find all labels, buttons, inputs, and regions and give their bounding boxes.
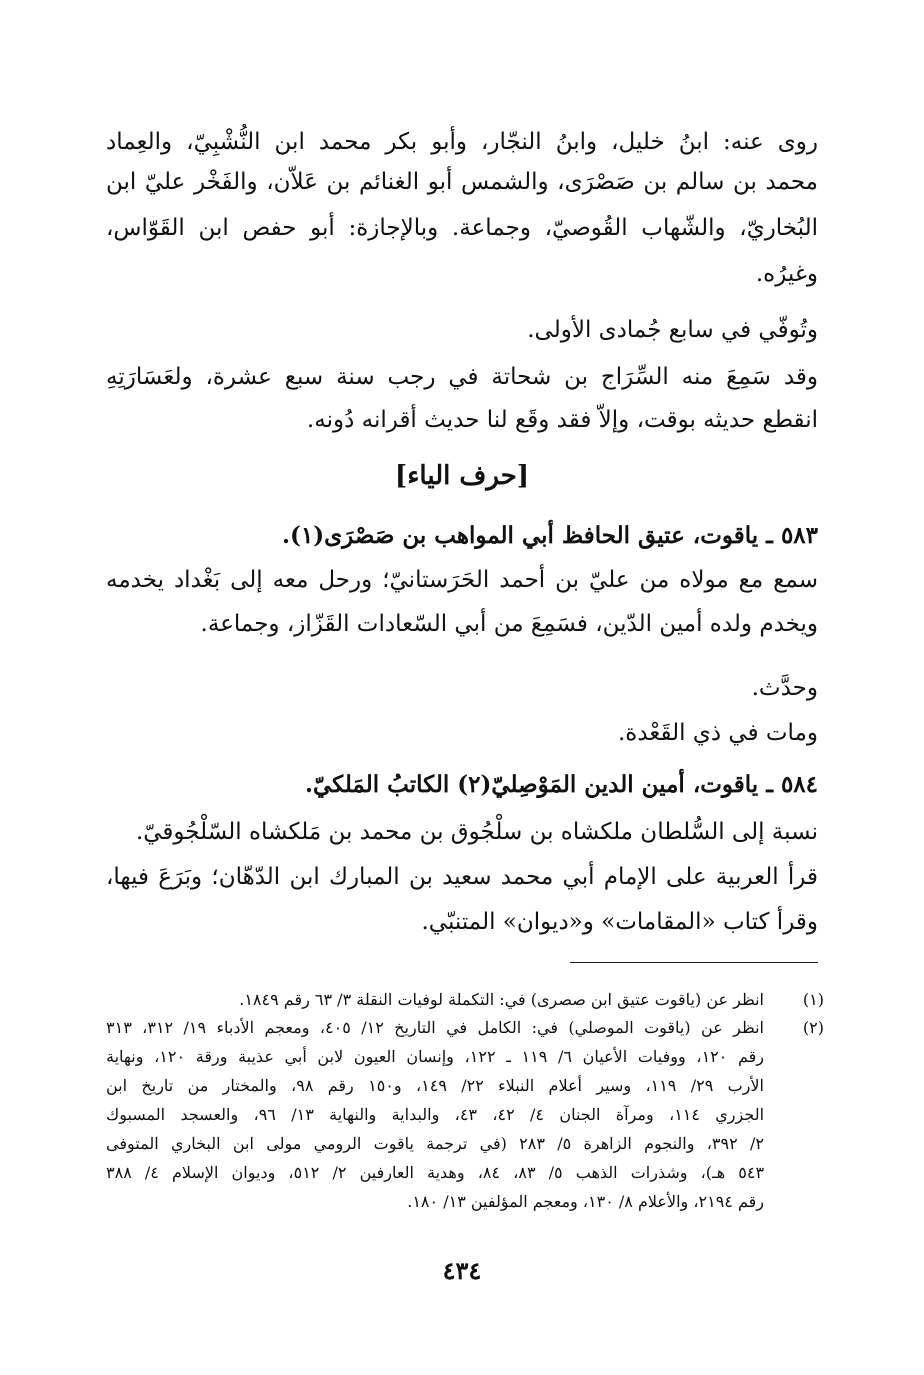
page-number: ٤٣٤ bbox=[442, 1256, 482, 1285]
body-line-1: روى عنه: ابنُ خليل، وابنُ النجّار، وأبو بكر محمد ابن النُّشْبِيّ، والعِماد bbox=[106, 129, 818, 155]
body-line-6: وقد سَمِعَ منه السِّرَاج بن شحاتة في رجب سنة سبع عشرة، ولعَسَارَتِهِ bbox=[106, 364, 818, 390]
body-line-3: البُخاريّ، والشّهاب القُوصيّ، وجماعة. وبالإجازة: أبو حفص ابن القَوّاس، bbox=[106, 215, 818, 241]
footnote-2-line-2: رقم ١٢٠، ووفيات الأعيان ٦/ ١١٩ ـ ١٢٢، وإنسان العيون لابن أبي عذيبة ورقة ١٢٠، ونهاية bbox=[106, 1047, 765, 1066]
body-line-7: انقطع حديثه بوقت، وإلاّ فقد وقَع لنا حديث أقرانه دُونه. bbox=[306, 407, 818, 433]
footnote-2-line-6: ٥٤٣ هـ)، وشذرات الذهب ٥/ ٨٣، ٨٤، وهدية العارفين ٢/ ٥١٢، وديوان الإسلام ٤/ ٣٨٨ bbox=[106, 1163, 765, 1182]
footnote-2-line-4: الجزري ١١٤، ومرآة الجنان ٤/ ٤٢، ٤٣، والبداية والنهاية ١٣/ ٩٦، والعسجد المسبوك bbox=[106, 1105, 765, 1124]
entry-584-line-2: قرأ العربية على الإمام أبي محمد سعيد بن المبارك ابن الدّهّان؛ وبَرَعَ فيها، bbox=[106, 864, 818, 890]
entry-584-line-3: وقرأ كتاب «المقامات» و«ديوان» المتنبّي. bbox=[421, 909, 818, 935]
footnote-separator bbox=[570, 962, 818, 963]
entry-583-line-3: وحدَّث. bbox=[751, 675, 818, 701]
body-line-5: وتُوفّي في سابع جُمادى الأولى. bbox=[527, 317, 818, 343]
footnote-2-line-5: ٢/ ٣٩٢، والنجوم الزاهرة ٥/ ٢٨٣ (في ترجمة ياقوت الرومي مولى ابن البخاري المتوفى bbox=[106, 1134, 764, 1153]
entry-583-heading: ٥٨٣ ـ ياقوت، عتيق الحافظ أبي المواهب بن صَصْرَى(١). bbox=[282, 522, 818, 549]
body-line-2: محمد بن سالم بن صَصْرَى، والشمس أبو الغنائم بن عَلاّن، والفَخْر عليّ ابن bbox=[106, 169, 818, 195]
entry-583-line-2: ويخدم ولده أمين الدّين، فسَمِعَ من أبي السّعادات القَزّاز، وجماعة. bbox=[200, 611, 818, 637]
entry-584-heading: ٥٨٤ ـ ياقوت، أمين الدين المَوْصِليّ(٢) الكاتبُ المَلكيّ. bbox=[304, 771, 818, 798]
footnote-2-line-7: رقم ٢١٩٤، والأعلام ٨/ ١٣٠، ومعجم المؤلفين ١٣/ ١٨٠. bbox=[407, 1192, 764, 1211]
footnote-1-number: (١) bbox=[802, 990, 824, 1009]
footnote-2-line-1: انظر عن (ياقوت الموصلي) في: الكامل في التاريخ ١٢/ ٤٠٥، ومعجم الأدباء ١٩/ ٣١٢، ٣١٣ bbox=[106, 1018, 764, 1037]
footnote-1-line-1: انظر عن (ياقوت عتيق ابن صصرى) في: التكملة لوفيات النقلة ٣/ ٦٣ رقم ١٨٤٩. bbox=[239, 990, 764, 1009]
entry-583-line-1: سمع مع مولاه من عليّ بن أحمد الحَرَستانيّ؛ ورحل معه إلى بَغْداد يخدمه bbox=[106, 567, 818, 593]
footnote-2-number: (٢) bbox=[802, 1018, 824, 1037]
footnote-2-line-3: الأرب ٢٩/ ١١٩، وسير أعلام النبلاء ٢٢/ ١٤٩، و١٥٠ رقم ٩٨، والمختار من تاريخ ابن bbox=[106, 1076, 765, 1095]
section-heading: [حرف الياء] bbox=[394, 461, 530, 491]
body-line-4: وغيرُه. bbox=[755, 261, 818, 287]
entry-584-line-1: نسبة إلى السُّلطان ملكشاه بن سلْجُوق بن محمد بن مَلكشاه السّلْجُوقيّ. bbox=[135, 819, 818, 845]
entry-583-line-4: ومات في ذي القَعْدة. bbox=[618, 720, 818, 746]
